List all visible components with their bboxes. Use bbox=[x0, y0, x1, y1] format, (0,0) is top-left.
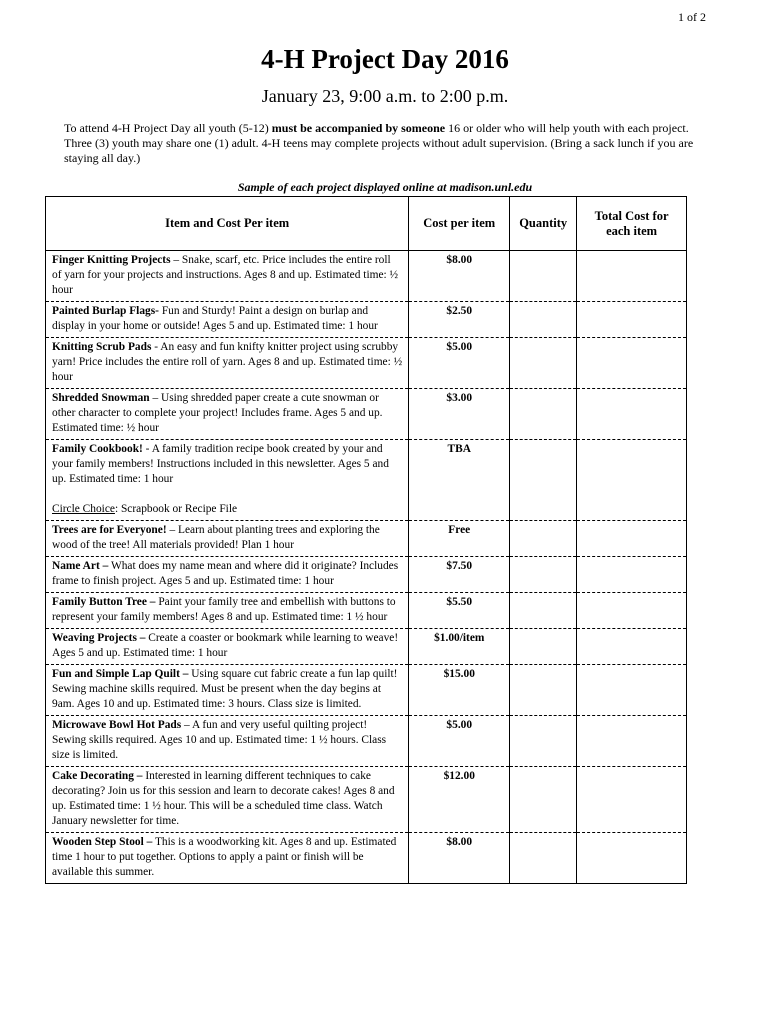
item-cost: $15.00 bbox=[409, 665, 510, 716]
page-number: 1 of 2 bbox=[678, 10, 706, 24]
page-title: 4-H Project Day 2016 bbox=[261, 44, 509, 74]
quantity-cell[interactable] bbox=[510, 521, 577, 557]
quantity-cell[interactable] bbox=[510, 716, 577, 767]
total-cost-cell[interactable] bbox=[577, 389, 687, 440]
header-total: Total Cost for each item bbox=[577, 197, 687, 251]
item-description: – Learn about planting trees and exploring the wood of the tree! All materials provided! Plan 1 hour bbox=[52, 524, 380, 551]
quantity-cell[interactable] bbox=[510, 338, 577, 389]
item-description-cell bbox=[46, 833, 409, 884]
item-cost: $1.00/item bbox=[409, 629, 510, 665]
table-row bbox=[46, 716, 687, 767]
item-name: Microwave Bowl Hot Pads bbox=[52, 719, 182, 731]
total-cost-cell[interactable] bbox=[577, 302, 687, 338]
total-cost-cell[interactable] bbox=[577, 251, 687, 302]
header-item: Item and Cost Per item bbox=[46, 197, 409, 251]
table-row bbox=[46, 557, 687, 593]
table-row bbox=[46, 593, 687, 629]
table-row bbox=[46, 440, 687, 521]
intro-paragraph bbox=[64, 121, 704, 166]
table-row bbox=[46, 389, 687, 440]
total-cost-cell[interactable] bbox=[577, 440, 687, 521]
item-cost: $3.00 bbox=[409, 389, 510, 440]
quantity-cell[interactable] bbox=[510, 767, 577, 833]
item-description: Paint your family tree and embellish with buttons to represent your family members! Ages 8 and up. Estimated time: 1 ½ hour bbox=[52, 596, 396, 623]
quantity-cell[interactable] bbox=[510, 389, 577, 440]
table-row bbox=[46, 767, 687, 833]
item-cost: Free bbox=[409, 521, 510, 557]
header-cost: Cost per item bbox=[409, 197, 510, 251]
quantity-cell[interactable] bbox=[510, 665, 577, 716]
table-row bbox=[46, 251, 687, 302]
total-cost-cell[interactable] bbox=[577, 833, 687, 884]
item-description-cell bbox=[46, 767, 409, 833]
item-cost: $8.00 bbox=[409, 833, 510, 884]
item-description-cell bbox=[46, 302, 409, 338]
item-description: – Using shredded paper create a cute snowman or other character to complete your project! Includes frame. Ages 5 and up. Estimated time: ½ hour bbox=[52, 392, 383, 434]
item-description-cell bbox=[46, 716, 409, 767]
choice-label: Circle Choice bbox=[52, 503, 115, 515]
item-description: Using square cut fabric create a fun lap quilt! Sewing machine skills required. Must be present when the day begins at 9am. Ages 10 and up. Estimated time: 3 hours. Class size is limited. bbox=[52, 668, 398, 710]
item-choice bbox=[52, 502, 402, 517]
quantity-cell[interactable] bbox=[510, 593, 577, 629]
item-description: This is a woodworking kit. Ages 8 and up. Estimated time 1 hour to put together. Options to apply a paint or finish will be available this summer. bbox=[52, 836, 397, 878]
quantity-cell[interactable] bbox=[510, 302, 577, 338]
total-cost-cell[interactable] bbox=[577, 716, 687, 767]
item-cost: $5.50 bbox=[409, 593, 510, 629]
table-row bbox=[46, 629, 687, 665]
item-name: Fun and Simple Lap Quilt – bbox=[52, 668, 189, 680]
quantity-cell[interactable] bbox=[510, 629, 577, 665]
table-caption: Sample of each project displayed online at madison.unl.edu bbox=[237, 180, 533, 194]
quantity-cell[interactable] bbox=[510, 833, 577, 884]
quantity-cell[interactable] bbox=[510, 251, 577, 302]
projects-table bbox=[45, 196, 687, 884]
item-cost: $8.00 bbox=[409, 251, 510, 302]
item-description: Fun and Sturdy! Paint a design on burlap and display in your home or outside! Ages 5 and up. Estimated time: 1 hour bbox=[52, 305, 378, 332]
item-name: Painted Burlap Flags- bbox=[52, 305, 159, 317]
table-row bbox=[46, 665, 687, 716]
item-name: Cake Decorating – bbox=[52, 770, 143, 782]
item-name: Family Button Tree – bbox=[52, 596, 156, 608]
item-description-cell bbox=[46, 629, 409, 665]
item-description-cell bbox=[46, 557, 409, 593]
item-description: Interested in learning different techniques to cake decorating? Join us for this session and learn to decorate cakes! Ages 8 and up. Estimated time: 1 ½ hour. This will be a scheduled time class. Watch January newsletter for time. bbox=[52, 770, 395, 827]
item-description: – A fun and very useful quilting project! Sewing skills required. Ages 10 and up. Estimated time: 1 ½ hours. Class size is limited. bbox=[52, 719, 387, 761]
item-description: - A family tradition recipe book created by your and your family members! Instructions included in this newsletter. Ages 5 and up. Estimated time: 1 hour bbox=[52, 443, 389, 485]
item-name: Wooden Step Stool – bbox=[52, 836, 153, 848]
intro-text-2: 16 or older who will help youth with each project. Three (3) youth may share one (1) adult. 4-H teens may complete projects without adult supervision. (Bring a sack lunch if you are staying all day.) bbox=[64, 121, 694, 165]
intro-text-1: To attend 4-H Project Day all youth (5-12) bbox=[64, 121, 272, 135]
item-description: – Snake, scarf, etc. Price includes the entire roll of yarn for your projects and instructions. Ages 8 and up. Estimated time: ½ hour bbox=[52, 254, 399, 296]
item-cost: $7.50 bbox=[409, 557, 510, 593]
item-description-cell bbox=[46, 521, 409, 557]
total-cost-cell[interactable] bbox=[577, 593, 687, 629]
table-header-row bbox=[46, 197, 687, 251]
table-row bbox=[46, 833, 687, 884]
total-cost-cell[interactable] bbox=[577, 767, 687, 833]
item-name: Weaving Projects – bbox=[52, 632, 146, 644]
quantity-cell[interactable] bbox=[510, 557, 577, 593]
item-description: Create a coaster or bookmark while learning to weave! Ages 5 and up. Estimated time: 1 hour bbox=[52, 632, 399, 659]
table-row bbox=[46, 521, 687, 557]
item-cost: $2.50 bbox=[409, 302, 510, 338]
total-cost-cell[interactable] bbox=[577, 557, 687, 593]
item-description-cell bbox=[46, 440, 409, 521]
item-cost: TBA bbox=[409, 440, 510, 521]
table-row bbox=[46, 338, 687, 389]
intro-emphasis: must be accompanied by someone bbox=[271, 121, 446, 135]
item-name: Finger Knitting Projects bbox=[52, 254, 171, 266]
total-cost-cell[interactable] bbox=[577, 338, 687, 389]
item-description: What does my name mean and where did it originate? Includes frame to finish project. Ages 5 and up. Estimated time: 1 hour bbox=[52, 560, 399, 587]
item-description-cell bbox=[46, 665, 409, 716]
quantity-cell[interactable] bbox=[510, 440, 577, 521]
item-description: - An easy and fun knifty knitter project using scrubby yarn! Price includes the entire roll of yarn. Ages 8 and up. Estimated time: ½ hour bbox=[52, 341, 403, 383]
item-name: Family Cookbook! bbox=[52, 443, 143, 455]
item-cost: $5.00 bbox=[409, 338, 510, 389]
item-name: Shredded Snowman bbox=[52, 392, 150, 404]
total-cost-cell[interactable] bbox=[577, 665, 687, 716]
item-description-cell bbox=[46, 251, 409, 302]
total-cost-cell[interactable] bbox=[577, 521, 687, 557]
total-cost-cell[interactable] bbox=[577, 629, 687, 665]
table-body bbox=[46, 251, 687, 884]
header-quantity: Quantity bbox=[510, 197, 577, 251]
item-cost: $5.00 bbox=[409, 716, 510, 767]
event-date-time: January 23, 9:00 a.m. to 2:00 p.m. bbox=[261, 86, 509, 106]
item-name: Name Art – bbox=[52, 560, 109, 572]
item-name: Trees are for Everyone! bbox=[52, 524, 167, 536]
item-cost: $12.00 bbox=[409, 767, 510, 833]
table-row bbox=[46, 302, 687, 338]
item-description-cell bbox=[46, 338, 409, 389]
item-description-cell bbox=[46, 593, 409, 629]
choice-options: : Scrapbook or Recipe File bbox=[114, 503, 238, 515]
item-name: Knitting Scrub Pads bbox=[52, 341, 152, 353]
item-description-cell bbox=[46, 389, 409, 440]
